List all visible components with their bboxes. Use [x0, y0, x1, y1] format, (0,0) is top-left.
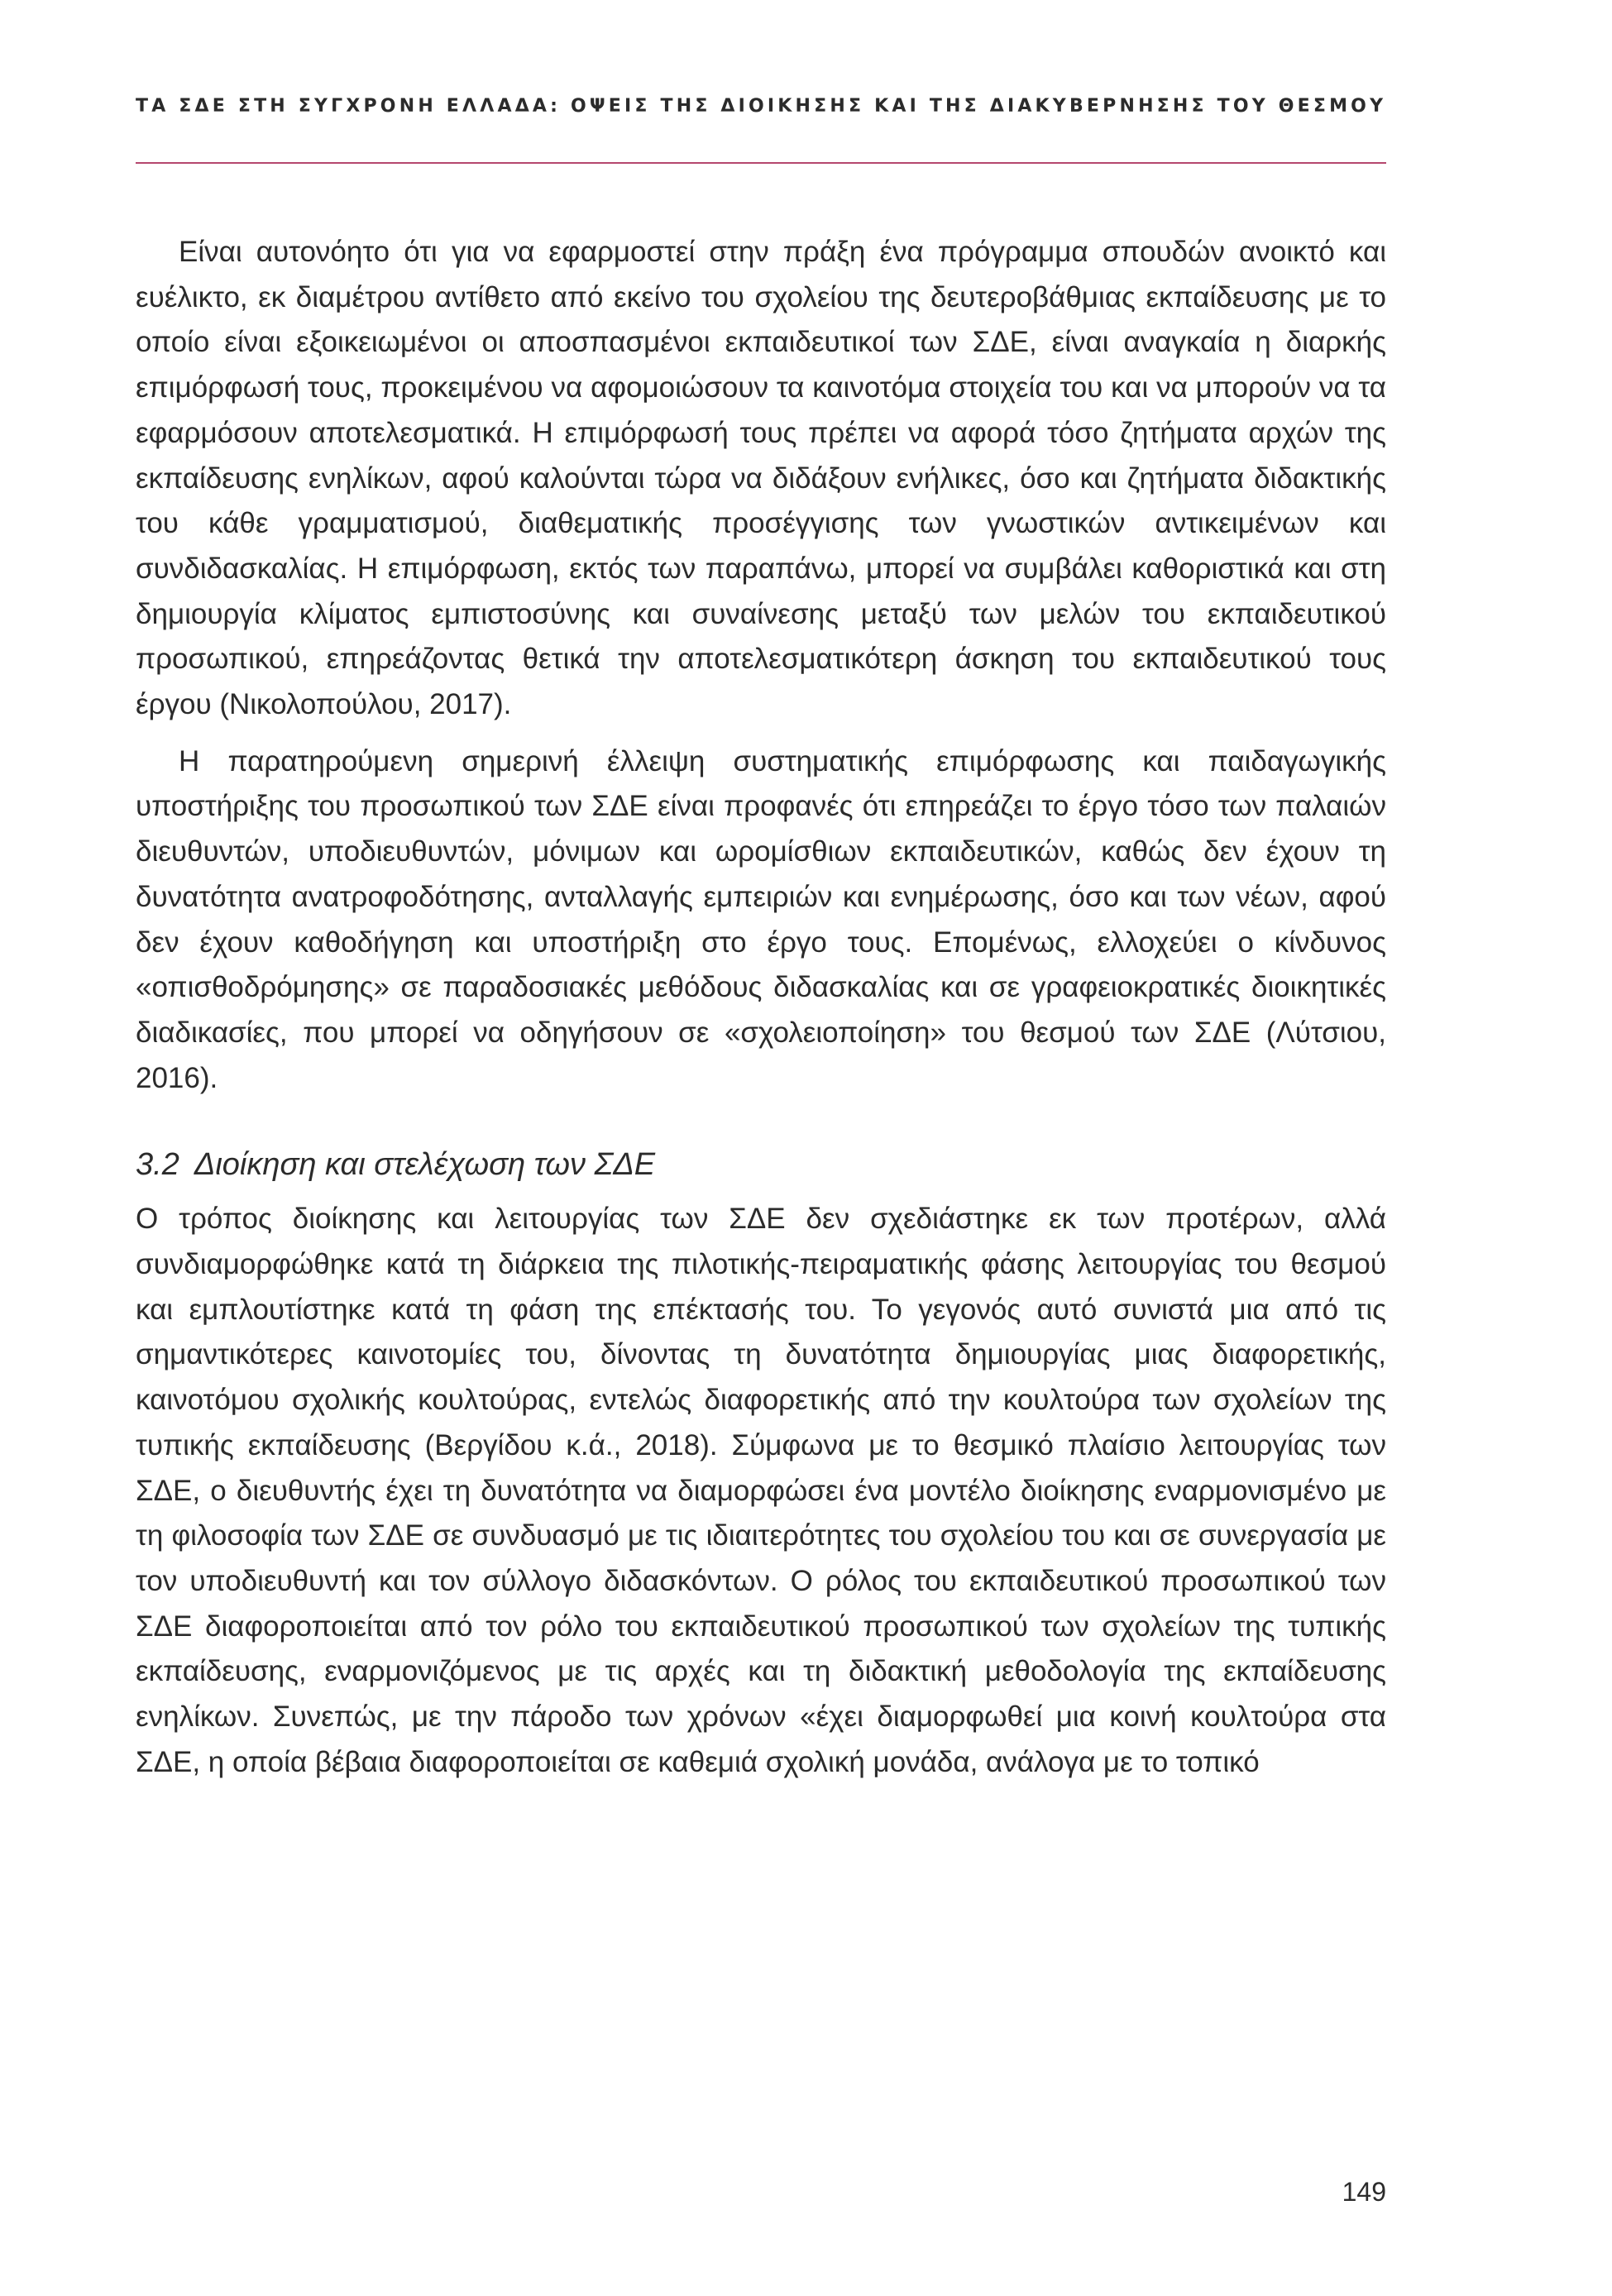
running-header: ΤΑ ΣΔΕ ΣΤΗ ΣΥΓΧΡΟΝΗ ΕΛΛΑΔΑ: ΟΨΕΙΣ ΤΗΣ ΔΙΟΙΚΗΣΗΣ ΚΑΙ ΤΗΣ ΔΙΑΚΥΒΕΡΝΗΣΗΣ ΤΟΥ ΘΕΣΜΟΥ — [136, 96, 1387, 117]
body-text — [136, 230, 1386, 1786]
section-title: Διοίκηση και στελέχωση των ΣΔΕ — [194, 1147, 656, 1183]
paragraph: Η παρατηρούμενη σημερινή έλλειψη συστηματικής επιμόρφωσης και παιδαγωγικής υποστήριξης του προσωπικού των ΣΔΕ είναι προφανές ότι επηρεάζει το έργο τόσο των παλαιών διευθυντών, υποδιευθυντών, μόνιμων και ωρομίσθιων εκπαιδευτικών, καθώς δεν έχουν τη δυνατότητα ανατροφοδότησης, ανταλλαγής εμπειριών και ενημέρωσης, όσο και των νέων, αφού δεν έχουν καθοδήγηση και υποστήριξη στο έργο τους. Επομένως, ελλοχεύει ο κίνδυνος «οπισθοδρόμησης» σε παραδοσιακές μεθόδους διδασκαλίας και σε γραφειοκρατικές διοικητικές διαδικασίες, που μπορεί να οδηγήσουν σε «σχολειοποίηση» του θεσμού των ΣΔΕ (Λύτσιου, 2016). — [136, 744, 1386, 1094]
page-number: 149 — [1342, 2177, 1386, 2207]
section-number: 3.2 — [136, 1147, 179, 1183]
section-paragraph: Ο τρόπος διοίκησης και λειτουργίας των ΣΔΕ δεν σχεδιάστηκε εκ των προτέρων, αλλά συνδιαμορφώθηκε κατά τη διάρκεια της πιλοτικής-πειραματικής φάσης λειτουργίας του θεσμού και εμπλουτίστηκε κατά τη φάση της επέκτασής του. Το γεγονός αυτό συνιστά μια από τις σημαντικότερες καινοτομίες του, δίνοντας τη δυνατότητα δημιουργίας μιας διαφορετικής, καινοτόμου σχολικής κουλτούρας, εντελώς διαφορετικής από την κουλτούρα των σχολείων της τυπικής εκπαίδευσης (Βεργίδου κ.ά., 2018). Σύμφωνα με το θεσμικό πλαίσιο λειτουργίας των ΣΔΕ, ο διευθυντής έχει τη δυνατότητα να διαμορφώσει ένα μοντέλο διοίκησης εναρμονισμένο με τη φιλοσοφία των ΣΔΕ σε συνδυασμό με τις ιδιαιτερότητες του σχολείου του και σε συνεργασία με τον υποδιευθυντή και τον σύλλογο διδασκόντων. Ο ρόλος του εκπαιδευτικού προσωπικού των ΣΔΕ διαφοροποιείται από τον ρόλο του εκπαιδευτικού προσωπικού των σχολείων της τυπικής εκπαίδευσης, εναρμονιζόμενος με τις αρχές και τη διδακτική μεθοδολογία της εκπαίδευσης ενηλίκων. Συνεπώς, με την πάροδο των χρόνων «έχει διαμορφωθεί μια κοινή κουλτούρα στα ΣΔΕ, η οποία βέβαια διαφοροποιείται σε καθεμιά σχολική μονάδα, ανάλογα με το τοπικό — [136, 1203, 1386, 1778]
section-heading — [136, 1142, 1386, 1187]
paragraph: Είναι αυτονόητο ότι για να εφαρμοστεί στην πράξη ένα πρόγραμμα σπουδών ανοικτό και ευέλικτο, εκ διαμέτρου αντίθετο από εκείνο του σχολείου της δευτεροβάθμιας εκπαίδευσης με το οποίο είναι εξοικειωμένοι οι αποσπασμένοι εκπαιδευτικοί των ΣΔΕ, είναι αναγκαία η διαρκής επιμόρφωσή τους, προκειμένου να αφομοιώσουν τα καινοτόμα στοιχεία του και να μπορούν να τα εφαρμόσουν αποτελεσματικά. Η επιμόρφωσή τους πρέπει να αφορά τόσο ζητήματα αρχών της εκπαίδευσης ενηλίκων, αφού καλούνται τώρα να διδάξουν ενήλικες, όσο και ζητήματα διδακτικής του κάθε γραμματισμού, διαθεματικής προσέγγισης των γνωστικών αντικειμένων και συνδιδασκαλίας. Η επιμόρφωση, εκτός των παραπάνω, μπορεί να συμβάλει καθοριστικά και στη δημιουργία κλίματος εμπιστοσύνης και συναίνεσης μεταξύ των μελών του εκπαιδευτικού προσωπικού, επηρεάζοντας θετικά την αποτελεσματικότερη άσκηση του εκπαιδευτικού τους έργου (Νικολοπούλου, 2017). — [136, 236, 1386, 721]
header-divider — [136, 162, 1386, 164]
